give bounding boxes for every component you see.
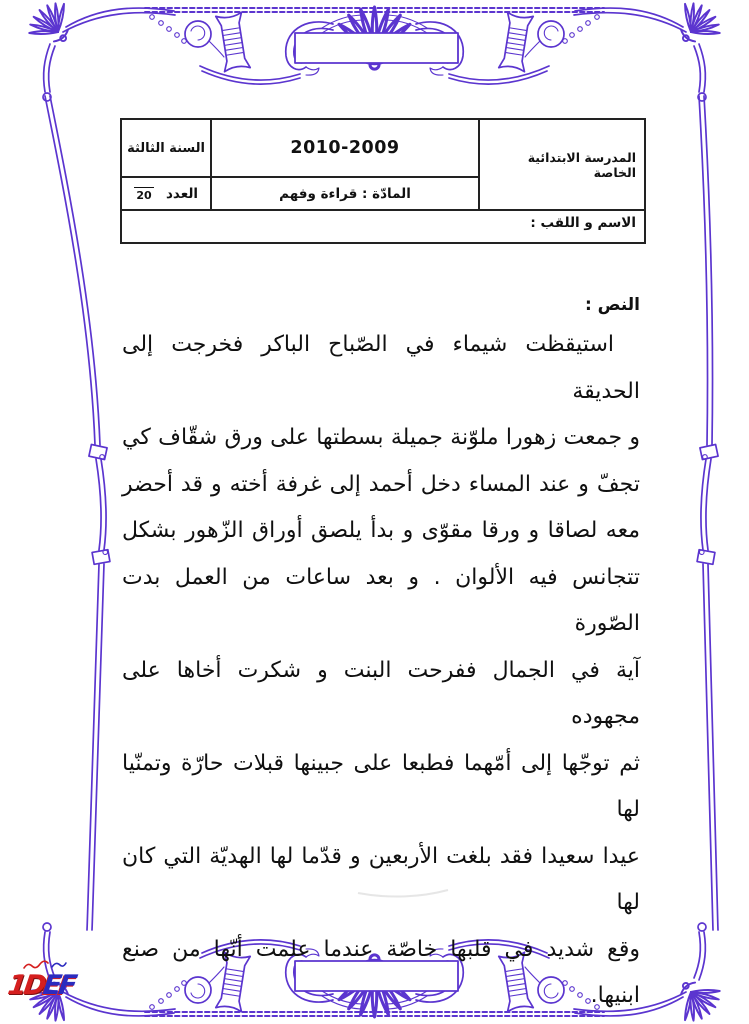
logo-1def xyxy=(6,972,76,999)
logo-letter: E xyxy=(41,970,61,1001)
exam-header-table xyxy=(120,118,646,244)
score-fraction xyxy=(134,187,154,201)
school-name: المدرسة الابتدائية الخاصة xyxy=(478,120,644,211)
passage-line: عيدا سعيدا فقد بلغت الأربعين و قدّما لها الهديّة التي كان لها xyxy=(122,843,640,915)
school-year: 2010-2009 xyxy=(210,120,478,178)
grade-field xyxy=(122,178,210,211)
site-watermark xyxy=(5,960,86,1001)
passage-line: استيقظت شيماء في الصّباح الباكر فخرجت إلى الحديقة xyxy=(122,332,640,404)
passage-line: تجفّ و عند المساء دخل أحمد إلى غرفة أخته و قد أحضر xyxy=(122,471,640,497)
grade-label: العدد xyxy=(165,185,199,202)
passage-line: آية في الجمال ففرحت البنت و شكرت أخاها على مجهوده xyxy=(122,657,640,729)
logo-letter: 1 xyxy=(5,970,26,1001)
reading-passage xyxy=(122,322,640,1020)
subject-field: المادّة : قراءة وفهم xyxy=(210,178,478,211)
passage-line: ثم توجّها إلى أمّهما فطبعا على جبينها قبلات حارّة وتمنّيا لها xyxy=(122,750,640,822)
logo-letter: D xyxy=(21,970,46,1001)
right-rail xyxy=(697,96,718,930)
passage-line: تتجانس فيه الألوان . و بعد ساعات من العمل بدت الصّورة xyxy=(122,564,640,636)
passage-line: معه لصاقا و ورقا مقوّى و بدأ يلصق أوراق الزّهور بشكل xyxy=(122,518,640,543)
logo-letter: F xyxy=(56,970,77,1001)
score-denominator: 20 xyxy=(136,188,152,202)
left-rail xyxy=(45,96,110,930)
class-level: السنة الثالثة xyxy=(122,120,210,178)
top-ornament xyxy=(21,0,727,101)
passage-line: وقع شديد في قلبها خاصّة عندما علمت أنّها من صنع ابنيها. xyxy=(122,936,640,1008)
passage-line: و جمعت زهورا ملوّنة جميلة بسطتها على ورق شقّاف كي xyxy=(122,425,640,450)
score-blank-line xyxy=(134,187,154,188)
student-name-field: الاسم و اللقب : xyxy=(530,215,636,231)
section-title: النص : xyxy=(584,295,640,315)
